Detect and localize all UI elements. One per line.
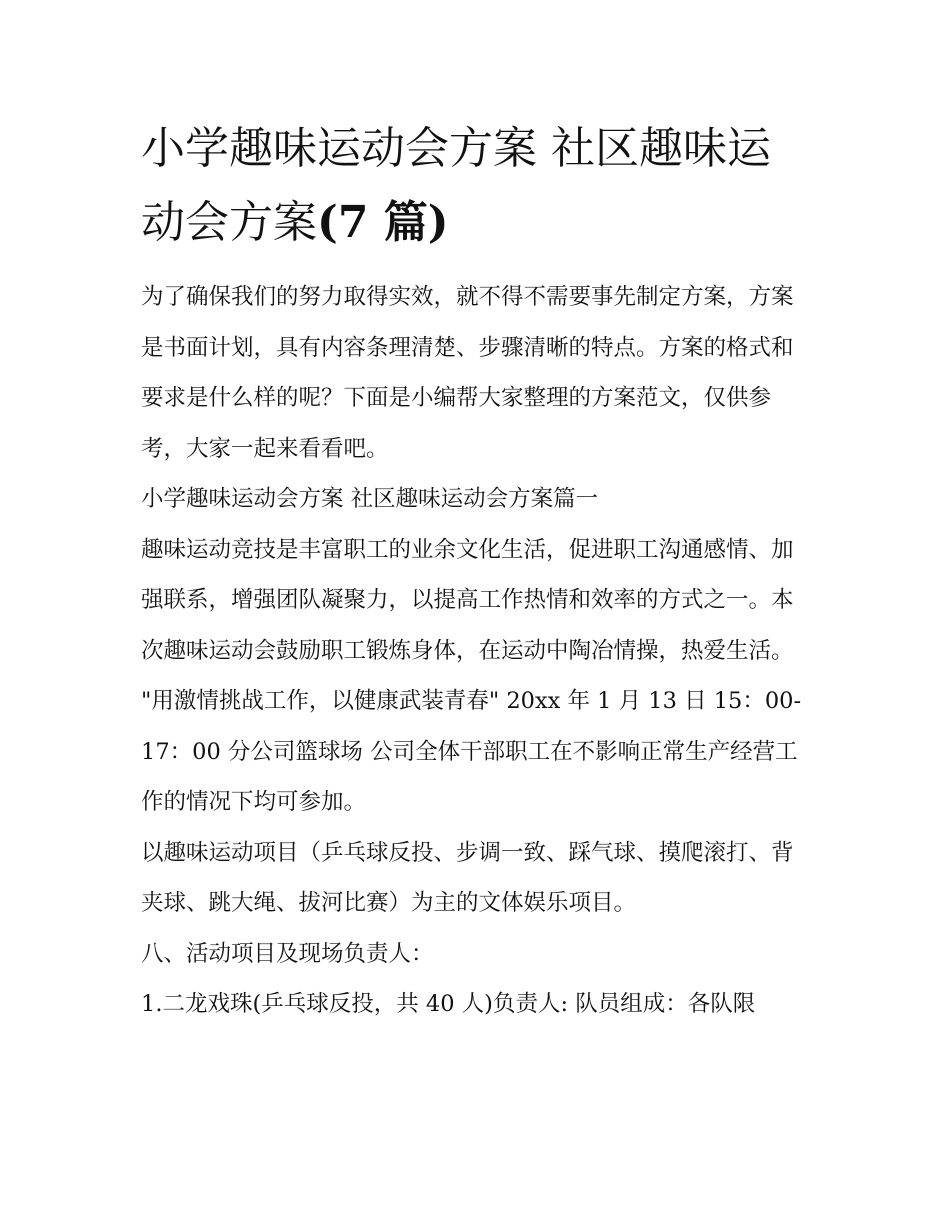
document-title: [141, 112, 813, 260]
paragraph-theme-time-place: "用激情挑战工作，以健康武装青春" 20xx 年 1 月 13 日 15：00-17：00 分公司篮球场 公司全体干部职工在不影响正常生产经营工作的情况下均可参加。: [141, 688, 802, 815]
section-heading: 小学趣味运动会方案 社区趣味运动会方案篇一: [141, 486, 599, 512]
section-item-heading: 八、活动项目及现场负责人：: [141, 940, 434, 967]
title-count: (7 篇): [317, 197, 449, 248]
paragraph-purpose: 趣味运动竞技是丰富职工的业余文化生活，促进职工沟通感情、加强联系，增强团队凝聚力，以提高工作热情和效率的方式之一。本次趣味运动会鼓励职工锻炼身体，在运动中陶冶情操，热爱生活。: [141, 536, 794, 664]
paragraph-item-1: 1.二龙戏珠(乒乓球反投，共 40 人)负责人: 队员组成：各队限: [141, 991, 756, 1017]
document-page: [141, 112, 813, 1030]
paragraph-intro: 为了确保我们的努力取得实效，就不得不需要事先制定方案，方案是书面计划，具有内容条理清楚、步骤清晰的特点。方案的格式和要求是什么样的呢？下面是小编帮大家整理的方案范文，仅供参考，大家一起来看看吧。: [141, 284, 794, 462]
title-text: 小学趣味运动会方案 社区趣味运动会方案: [141, 123, 771, 248]
paragraph-activities: 以趣味运动项目（乒乓球反投、步调一致、踩气球、摸爬滚打、背夹球、跳大绳、拔河比赛）为主的文体娱乐项目。: [141, 839, 794, 916]
